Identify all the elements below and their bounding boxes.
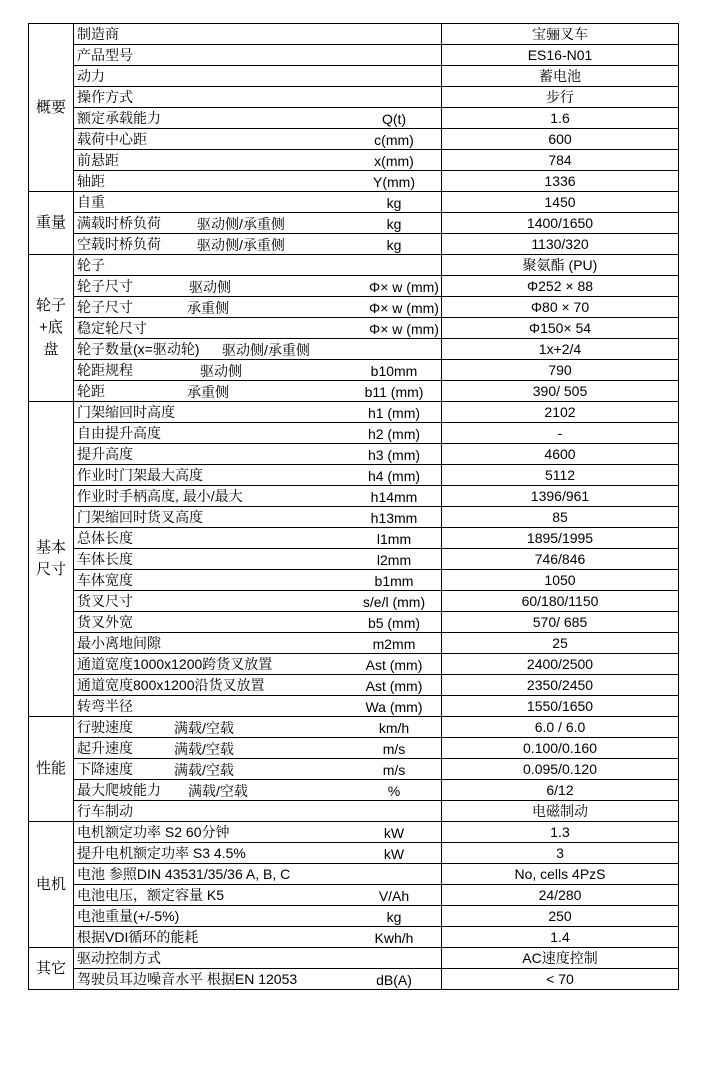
spec-label: 驱动控制方式 <box>77 950 161 966</box>
spec-name-cell <box>74 339 442 360</box>
spec-name-cell <box>74 528 442 549</box>
spec-value-cell: 1400/1650 <box>442 213 679 234</box>
spec-label: 稳定轮尺寸 <box>77 320 147 336</box>
spec-table-body <box>29 24 679 990</box>
table-row <box>29 822 679 843</box>
spec-label: 轮子尺寸 <box>77 299 133 315</box>
table-row <box>29 528 679 549</box>
spec-name-cell <box>74 66 442 87</box>
spec-label: 自重 <box>77 194 105 210</box>
spec-unit: kg <box>386 195 402 211</box>
table-row <box>29 87 679 108</box>
spec-value-cell: 1550/1650 <box>442 696 679 717</box>
spec-label: 总体长度 <box>77 530 133 546</box>
spec-name-cell <box>74 255 442 276</box>
spec-name-cell <box>74 759 442 780</box>
spec-table <box>28 23 679 990</box>
spec-label: 轮子 <box>77 257 105 273</box>
table-row <box>29 969 679 990</box>
spec-name-cell <box>74 612 442 633</box>
spec-unit: h14mm <box>370 489 418 505</box>
spec-sheet <box>28 23 679 990</box>
spec-name-cell <box>74 444 442 465</box>
spec-unit: kg <box>386 216 402 232</box>
spec-value-cell: 60/180/1150 <box>442 591 679 612</box>
spec-unit: h2 (mm) <box>367 426 421 442</box>
spec-name-cell <box>74 486 442 507</box>
spec-value-cell: Φ252 × 88 <box>442 276 679 297</box>
table-row <box>29 402 679 423</box>
table-row <box>29 843 679 864</box>
spec-label: 下降速度 <box>77 761 133 777</box>
spec-unit: kW <box>383 825 405 841</box>
spec-name-cell <box>74 318 442 339</box>
category-cell: 概要 <box>29 24 74 192</box>
spec-unit: kg <box>386 909 402 925</box>
spec-unit: b1mm <box>374 573 414 589</box>
spec-value-cell: 2350/2450 <box>442 675 679 696</box>
spec-value-cell: 4600 <box>442 444 679 465</box>
table-row <box>29 612 679 633</box>
spec-value-cell: 聚氨酯 (PU) <box>442 255 679 276</box>
spec-unit: km/h <box>378 720 410 736</box>
spec-value-cell: 1895/1995 <box>442 528 679 549</box>
spec-label: 行车制动 <box>77 803 133 819</box>
table-row <box>29 591 679 612</box>
spec-label: 通道宽度1000x1200跨货叉放置 <box>77 656 273 672</box>
spec-sublabel: 满载/空载 <box>174 720 234 736</box>
spec-unit: kg <box>386 237 402 253</box>
spec-value-cell: < 70 <box>442 969 679 990</box>
spec-label: 通道宽度800x1200沿货叉放置 <box>77 677 265 693</box>
spec-value-cell: 2400/2500 <box>442 654 679 675</box>
spec-name-cell <box>74 633 442 654</box>
table-row <box>29 717 679 738</box>
spec-label: 载荷中心距 <box>77 131 147 147</box>
spec-sublabel: 满载/空载 <box>174 762 234 778</box>
spec-value-cell: 790 <box>442 360 679 381</box>
table-row <box>29 360 679 381</box>
table-row <box>29 234 679 255</box>
spec-value-cell: ES16-N01 <box>442 45 679 66</box>
table-row <box>29 801 679 822</box>
spec-name-cell <box>74 360 442 381</box>
spec-label: 空载时桥负荷 <box>77 236 161 252</box>
table-row <box>29 339 679 360</box>
spec-unit: Φ× w (mm) <box>369 321 439 337</box>
spec-name-cell <box>74 675 442 696</box>
spec-name-cell <box>74 717 442 738</box>
table-row <box>29 696 679 717</box>
spec-name-cell <box>74 780 442 801</box>
spec-value-cell: 746/846 <box>442 549 679 570</box>
spec-label: 车体宽度 <box>77 572 133 588</box>
table-row <box>29 906 679 927</box>
category-cell: 重量 <box>29 192 74 255</box>
spec-unit: b11 (mm) <box>364 384 424 400</box>
spec-name-cell <box>74 822 442 843</box>
spec-label: 根据VDI循环的能耗 <box>77 929 199 945</box>
spec-label: 电池重量(+/-5%) <box>77 908 180 924</box>
table-row <box>29 675 679 696</box>
spec-label: 轮距规程 <box>77 362 133 378</box>
spec-label: 驾驶员耳边噪音水平 根据EN 12053 <box>77 971 298 987</box>
spec-value-cell: 宝骊叉车 <box>442 24 679 45</box>
spec-value-cell: No, cells 4PzS <box>442 864 679 885</box>
table-row <box>29 864 679 885</box>
spec-value-cell: 784 <box>442 150 679 171</box>
spec-unit: Q(t) <box>381 111 407 127</box>
spec-value-cell: 85 <box>442 507 679 528</box>
spec-label: 电机额定功率 S2 60分钟 <box>77 824 230 840</box>
table-row <box>29 486 679 507</box>
spec-unit: m/s <box>382 741 406 757</box>
spec-unit: c(mm) <box>374 132 414 148</box>
spec-value-cell: 0.095/0.120 <box>442 759 679 780</box>
spec-name-cell <box>74 906 442 927</box>
spec-value-cell: 电磁制动 <box>442 801 679 822</box>
spec-value-cell: Φ80 × 70 <box>442 297 679 318</box>
spec-unit: Kwh/h <box>374 930 414 946</box>
spec-label: 电池 参照DIN 43531/35/36 A, B, C <box>77 866 291 882</box>
spec-name-cell <box>74 843 442 864</box>
category-cell: 其它 <box>29 948 74 990</box>
spec-name-cell <box>74 465 442 486</box>
spec-label: 最大爬坡能力 <box>77 782 161 798</box>
spec-value-cell: 25 <box>442 633 679 654</box>
table-row <box>29 423 679 444</box>
spec-value-cell: 1.3 <box>442 822 679 843</box>
spec-unit: dB(A) <box>376 972 412 988</box>
spec-label: 轮子尺寸 <box>77 278 133 294</box>
spec-value-cell: 1396/961 <box>442 486 679 507</box>
spec-name-cell <box>74 192 442 213</box>
spec-label: 作业时门架最大高度 <box>77 467 203 483</box>
spec-label: 轮子数量(x=驱动轮) <box>77 341 200 357</box>
spec-name-cell <box>74 864 442 885</box>
spec-unit: kW <box>383 846 405 862</box>
table-row <box>29 738 679 759</box>
spec-value-cell: 5112 <box>442 465 679 486</box>
spec-name-cell <box>74 87 442 108</box>
table-row <box>29 150 679 171</box>
spec-name-cell <box>74 402 442 423</box>
spec-label: 提升电机额定功率 S3 4.5% <box>77 845 246 861</box>
spec-value-cell: 1450 <box>442 192 679 213</box>
spec-unit: Φ× w (mm) <box>369 300 439 316</box>
spec-value-cell: 0.100/0.160 <box>442 738 679 759</box>
spec-value-cell: 1130/320 <box>442 234 679 255</box>
spec-name-cell <box>74 297 442 318</box>
spec-label: 电池电压，额定容量 K5 <box>77 887 225 903</box>
spec-unit: % <box>387 783 401 799</box>
spec-name-cell <box>74 969 442 990</box>
spec-label: 门架缩回时货叉高度 <box>77 509 203 525</box>
table-row <box>29 780 679 801</box>
spec-label: 额定承载能力 <box>77 110 161 126</box>
table-row <box>29 129 679 150</box>
table-row <box>29 171 679 192</box>
spec-unit: l1mm <box>376 531 412 547</box>
spec-sublabel: 驱动侧/承重侧 <box>197 237 285 253</box>
spec-unit: m/s <box>382 762 406 778</box>
spec-label: 门架缩回时高度 <box>77 404 175 420</box>
spec-label: 提升高度 <box>77 446 133 462</box>
table-row <box>29 192 679 213</box>
spec-name-cell <box>74 24 442 45</box>
spec-name-cell <box>74 885 442 906</box>
spec-label: 货叉外宽 <box>77 614 133 630</box>
spec-name-cell <box>74 738 442 759</box>
spec-label: 作业时手柄高度, 最小/最大 <box>77 488 243 504</box>
spec-name-cell <box>74 948 442 969</box>
spec-sublabel: 驱动侧/承重侧 <box>197 216 285 232</box>
spec-value-cell: 390/ 505 <box>442 381 679 402</box>
spec-unit: h13mm <box>370 510 418 526</box>
spec-unit: Y(mm) <box>373 174 415 190</box>
table-row <box>29 297 679 318</box>
spec-unit: s/e/l (mm) <box>362 594 426 610</box>
spec-name-cell <box>74 129 442 150</box>
spec-sublabel: 承重侧 <box>187 384 229 400</box>
table-row <box>29 633 679 654</box>
spec-value-cell: 6/12 <box>442 780 679 801</box>
table-row <box>29 570 679 591</box>
spec-unit: Φ× w (mm) <box>369 279 439 295</box>
spec-unit: m2mm <box>372 636 416 652</box>
spec-value-cell: 蓄电池 <box>442 66 679 87</box>
table-row <box>29 381 679 402</box>
table-row <box>29 213 679 234</box>
spec-name-cell <box>74 696 442 717</box>
spec-name-cell <box>74 381 442 402</box>
table-row <box>29 549 679 570</box>
spec-name-cell <box>74 591 442 612</box>
spec-sublabel: 驱动侧 <box>189 279 231 295</box>
spec-name-cell <box>74 507 442 528</box>
spec-name-cell <box>74 234 442 255</box>
spec-label: 满载时桥负荷 <box>77 215 161 231</box>
spec-name-cell <box>74 276 442 297</box>
spec-name-cell <box>74 927 442 948</box>
table-row <box>29 507 679 528</box>
spec-label: 轮距 <box>77 383 105 399</box>
spec-value-cell: 24/280 <box>442 885 679 906</box>
spec-value-cell: 250 <box>442 906 679 927</box>
table-row <box>29 276 679 297</box>
table-row <box>29 66 679 87</box>
spec-name-cell <box>74 423 442 444</box>
spec-label: 最小离地间隙 <box>77 635 161 651</box>
spec-value-cell: 1x+2/4 <box>442 339 679 360</box>
table-row <box>29 465 679 486</box>
table-row <box>29 927 679 948</box>
spec-value-cell: - <box>442 423 679 444</box>
table-row <box>29 255 679 276</box>
table-row <box>29 24 679 45</box>
spec-name-cell <box>74 549 442 570</box>
table-row <box>29 759 679 780</box>
spec-label: 起升速度 <box>77 740 133 756</box>
spec-value-cell: 600 <box>442 129 679 150</box>
spec-unit: b10mm <box>370 363 418 379</box>
table-row <box>29 318 679 339</box>
spec-unit: V/Ah <box>378 888 410 904</box>
spec-value-cell: AC速度控制 <box>442 948 679 969</box>
spec-label: 操作方式 <box>77 89 133 105</box>
spec-value-cell: 2102 <box>442 402 679 423</box>
category-cell: 轮子+底盘 <box>29 255 74 402</box>
spec-value-cell: 570/ 685 <box>442 612 679 633</box>
spec-name-cell <box>74 654 442 675</box>
spec-value-cell: 3 <box>442 843 679 864</box>
spec-name-cell <box>74 45 442 66</box>
spec-value-cell: 6.0 / 6.0 <box>442 717 679 738</box>
spec-sublabel: 承重侧 <box>187 300 229 316</box>
spec-name-cell <box>74 213 442 234</box>
spec-value-cell: 1.4 <box>442 927 679 948</box>
spec-name-cell <box>74 801 442 822</box>
spec-value-cell: 1336 <box>442 171 679 192</box>
spec-unit: Wa (mm) <box>365 699 423 715</box>
spec-unit: h3 (mm) <box>367 447 421 463</box>
spec-label: 前悬距 <box>77 152 119 168</box>
spec-unit: x(mm) <box>374 153 414 169</box>
spec-sublabel: 驱动侧 <box>200 363 242 379</box>
spec-value-cell: 步行 <box>442 87 679 108</box>
spec-unit: h1 (mm) <box>367 405 421 421</box>
spec-value-cell: Φ150× 54 <box>442 318 679 339</box>
spec-label: 货叉尺寸 <box>77 593 133 609</box>
spec-name-cell <box>74 108 442 129</box>
spec-sublabel: 满载/空载 <box>174 741 234 757</box>
spec-label: 轴距 <box>77 173 105 189</box>
table-row <box>29 45 679 66</box>
category-cell: 基本尺寸 <box>29 402 74 717</box>
spec-sublabel: 满载/空载 <box>188 783 248 799</box>
spec-label: 动力 <box>77 68 105 84</box>
spec-label: 车体长度 <box>77 551 133 567</box>
spec-label: 制造商 <box>77 26 119 42</box>
spec-unit: h4 (mm) <box>367 468 421 484</box>
spec-name-cell <box>74 570 442 591</box>
table-row <box>29 444 679 465</box>
category-cell: 电机 <box>29 822 74 948</box>
spec-unit: l2mm <box>376 552 412 568</box>
spec-sublabel: 驱动侧/承重侧 <box>222 342 310 358</box>
spec-value-cell: 1050 <box>442 570 679 591</box>
spec-unit: b5 (mm) <box>367 615 421 631</box>
table-row <box>29 108 679 129</box>
spec-label: 自由提升高度 <box>77 425 161 441</box>
category-cell: 性能 <box>29 717 74 822</box>
spec-unit: Ast (mm) <box>365 678 423 694</box>
spec-value-cell: 1.6 <box>442 108 679 129</box>
spec-unit: Ast (mm) <box>365 657 423 673</box>
table-row <box>29 654 679 675</box>
spec-label: 转弯半径 <box>77 698 133 714</box>
table-row <box>29 948 679 969</box>
spec-label: 产品型号 <box>77 47 133 63</box>
spec-label: 行驶速度 <box>77 719 133 735</box>
spec-name-cell <box>74 171 442 192</box>
table-row <box>29 885 679 906</box>
spec-name-cell <box>74 150 442 171</box>
